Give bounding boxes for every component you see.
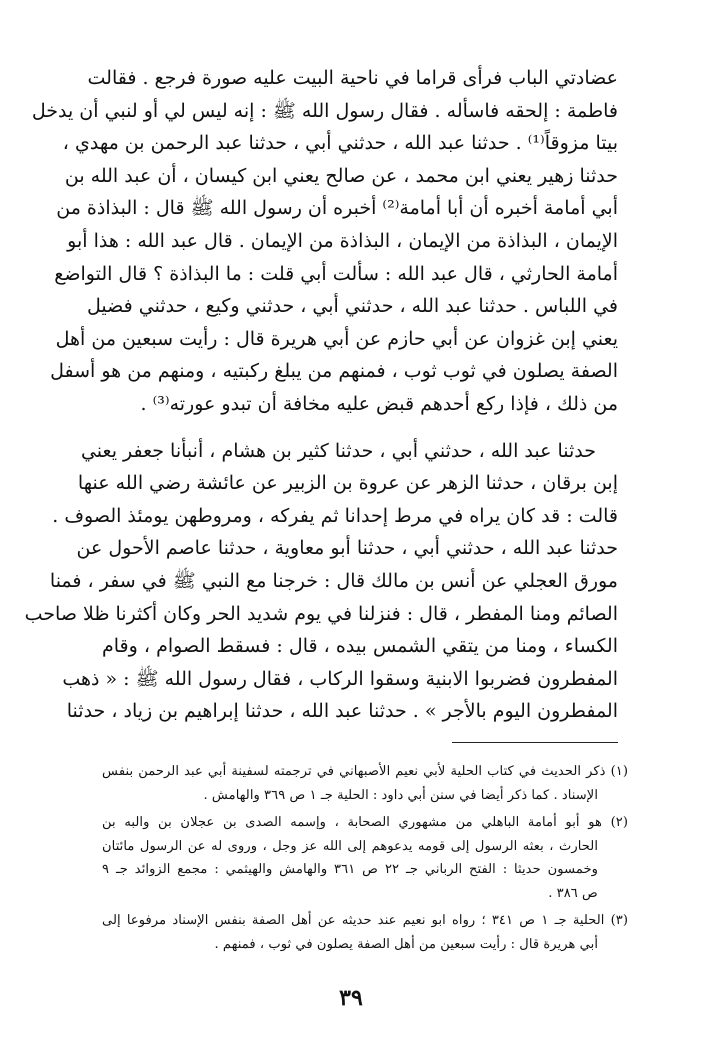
main-text xyxy=(24,62,618,728)
footnote-line: (٢) هو أبو أمامة الباهلي من مشهوري الصحابة ، وإسمه الصدى بن عجلان بن والبه بن xyxy=(102,815,628,830)
text-line: الكساء ، ومنا من يتقي الشمس بيده ، قال : فسقط الصوام ، وقام xyxy=(102,635,618,658)
text-line: المفطرون اليوم بالأجر » . حدثنا عبد الله ، حدثنا إبراهيم بن زياد ، حدثنا xyxy=(66,700,618,723)
text-line: مورق العجلي عن أنس بن مالك قال : خرجنا مع النبي ﷺ في سفر ، فمنا xyxy=(49,569,618,592)
paragraph-2 xyxy=(24,435,618,728)
text-line: الصائم ومنا المفطر ، قال : فنزلنا في يوم شديد الحر وكان أكثرنا ظلا صاحب xyxy=(24,602,618,625)
footnote-2 xyxy=(102,811,628,905)
text-line: الصفة يصلون في ثوب ثوب ، فمنهم من يبلغ ركبتيه ، ومنهم من هو أسفل xyxy=(50,360,618,383)
text-line: يعني إبن غزوان عن أبي حازم عن أبي هريرة قال : رأيت سبعين من أهل xyxy=(55,327,618,350)
footnote-line: الحارث ، بعثه الرسول إلى قومه يدعوهم إلى الله عز وجل ، وروى له عن الرسول مائتان xyxy=(102,838,598,854)
footnotes xyxy=(102,760,628,960)
footnote-line: ص ٣٨٦ . xyxy=(548,885,598,901)
footnote-line: أبي هريرة قال : رأيت سبعين من أهل الصفة يصلون في ثوب ، فمنهم . xyxy=(214,936,598,952)
text-line: حدثنا عبد الله ، حدثني أبي ، حدثنا أبو معاوية ، حدثنا عاصم الأحول عن xyxy=(76,537,618,560)
page-number: ٣٩ xyxy=(339,985,363,1011)
text-line: الإيمان ، البذاذة من الإيمان ، البذاذة من الإيمان . قال عبد الله : هذا أبو xyxy=(67,229,618,252)
text-line: أبي أمامة أخبره أن أبا أمامة⁽²⁾ أخبره أن رسول الله ﷺ قال : البذاذة من xyxy=(56,197,618,220)
text-line: من ذلك ، فإذا ركع أحدهم قبض عليه مخافة أن تبدو عورته⁽³⁾ . xyxy=(140,392,618,415)
paragraph-1 xyxy=(31,62,618,421)
text-line: إبن برقان ، حدثنا الزهر عن عروة بن الزبير عن عائشة رضي الله عنها xyxy=(77,472,618,495)
text-line: حدثنا عبد الله ، حدثني أبي ، حدثنا كثير بن هشام ، أنبأنا جعفر يعني xyxy=(80,439,596,462)
text-line: أمامة الحارثي ، قال عبد الله : سألت أبي قلت : ما البذاذة ؟ قال التواضع xyxy=(54,262,618,285)
text-line: فاطمة : إلحقه فاسأله . فقال رسول الله ﷺ : إنه ليس لي أو لنبي أن يدخل xyxy=(31,99,618,122)
footnote-line: (١) ذكر الحديث في كتاب الحلية لأبي نعيم الأصبهاني في ترجمته لسفينة أبي عبد الرحمن بنفس xyxy=(102,764,628,779)
footnote-1 xyxy=(102,760,628,807)
text-line: قالت : قد كان يراه في مرط إحدانا ثم يفركه ، ومروطهن يومئذ الصوف . xyxy=(52,504,618,527)
text-line: في اللباس . حدثنا عبد الله ، حدثني أبي ، حدثني وكيع ، حدثني فضيل xyxy=(87,295,618,318)
footnote-divider xyxy=(452,742,618,743)
text-line: حدثنا زهير يعني ابن محمد ، عن صالح يعني ابن كيسان ، أن عبد الله بن xyxy=(64,164,618,187)
footnote-line: الإسناد . كما ذكر أيضا في سنن أبي داود : الحلية جـ ١ ص ٣٦٩ والهامش . xyxy=(203,787,598,803)
footnote-line: وخمسون حديثا : الفتح الرباني جـ ٢٢ ص ٣٦١ والهامش والهيثمي : مجمع الزوائد جـ ٩ xyxy=(102,862,598,877)
paragraph-gap xyxy=(102,421,618,435)
footnote-line: (٣) الحلية جـ ١ ص ٣٤١ ؛ رواه ابو نعيم عند حديثه عن أهل الصفة بنفس الإسناد مرفوعا إلى xyxy=(102,913,629,928)
text-line: عضادتي الباب فرأى قراما في ناحية البيت عليه صورة فرجع . فقالت xyxy=(87,67,618,89)
text-line: بيتا مزوقاً⁽¹⁾ . حدثنا عبد الله ، حدثني أبي ، حدثنا عبد الرحمن بن مهدي ، xyxy=(62,132,618,155)
footnote-3 xyxy=(102,909,628,956)
text-line: المفطرون فضربوا الابنية وسقوا الركاب ، فقال رسول الله ﷺ : « ذهب xyxy=(62,667,618,690)
